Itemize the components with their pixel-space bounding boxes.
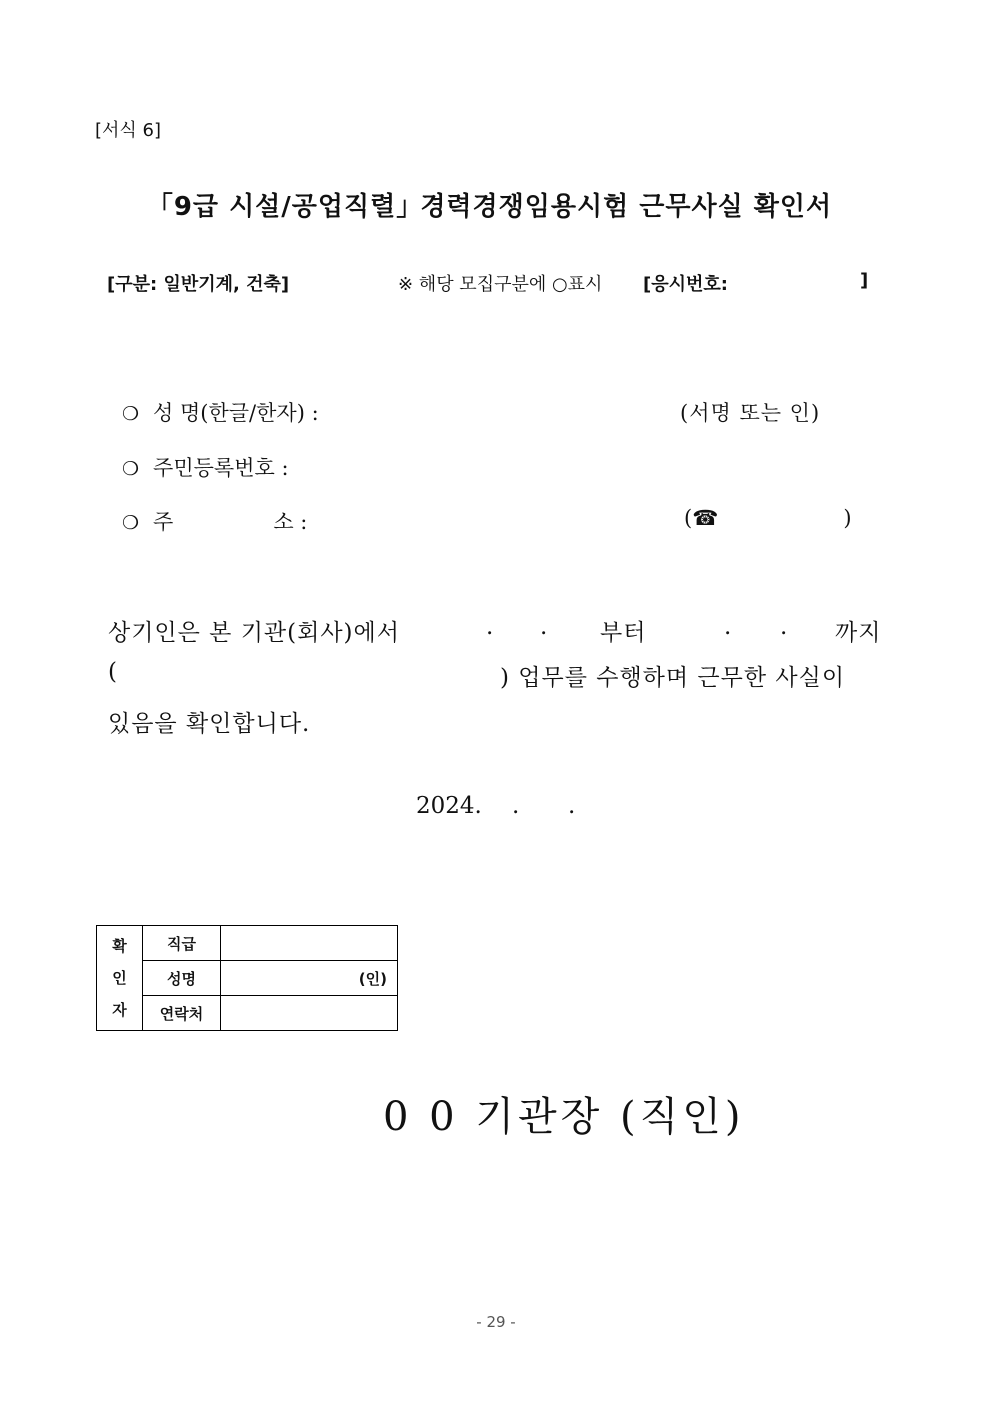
document-title: ｢9급 시설/공업직렬｣ 경력경쟁임용시험 근무사실 확인서 [159,192,833,222]
body-date-dot: . [780,614,789,640]
exam-number-label: [응시번호: [643,274,728,295]
exam-number-close: ] [860,270,869,291]
contact-value[interactable] [221,996,398,1031]
body-line-1: 상기인은 본 기관(회사)에서 [108,620,400,646]
table-row [97,961,398,996]
circle-bullet-icon: ❍ [122,458,140,480]
form-number: [서식 6] [95,120,161,141]
rrn-label: 주민등록번호 : [153,456,289,480]
phone-open: (☎ [684,506,719,530]
body-line-2: ) 업무를 수행하며 근무한 사실이 [500,665,846,691]
signature-hint: (서명 또는 인) [680,401,821,425]
address-field [122,506,307,536]
body-date-dot: . [540,614,549,640]
confirmer-side-label [97,926,143,1031]
phone-field [684,506,852,530]
date-year: 2024. [416,793,482,819]
institution-signoff: 0 0 기관장 (직인) [383,1094,745,1140]
name-label: 성 명(한글/한자) : [153,401,319,425]
rank-value[interactable] [221,926,398,961]
contact-label: 연락처 [143,996,221,1031]
confirmer-table [96,925,398,1031]
body-line-3: 있음을 확인합니다. [108,711,311,737]
circle-bullet-icon: ❍ [122,512,140,534]
table-row [97,926,398,961]
date-dot: . [568,793,576,819]
body-date-dot: . [486,614,495,640]
rrn-field [122,452,289,482]
address-label-b: 소 : [273,510,308,534]
name-field [122,397,319,427]
side-char: 확 [112,937,127,955]
circle-bullet-icon: ❍ [122,403,140,425]
side-char: 인 [112,969,127,987]
body-from: 부터 [600,620,647,646]
body-open-paren: ( [108,659,118,685]
address-label-a: 주 [153,510,174,534]
phone-close: ) [843,506,852,530]
page-number: - 29 - [476,1313,516,1331]
rank-label: 직급 [143,926,221,961]
body-date-dot: . [724,614,733,640]
name-value[interactable]: (인) [221,961,398,996]
body-until: 까지 [835,620,882,646]
table-row [97,996,398,1031]
side-char: 자 [112,1001,127,1019]
date-dot: . [512,793,520,819]
category-label: [구분: 일반기계, 건축] [107,274,290,295]
category-note: ※ 해당 모집구분에 ○표시 [398,274,603,295]
name-label: 성명 [143,961,221,996]
